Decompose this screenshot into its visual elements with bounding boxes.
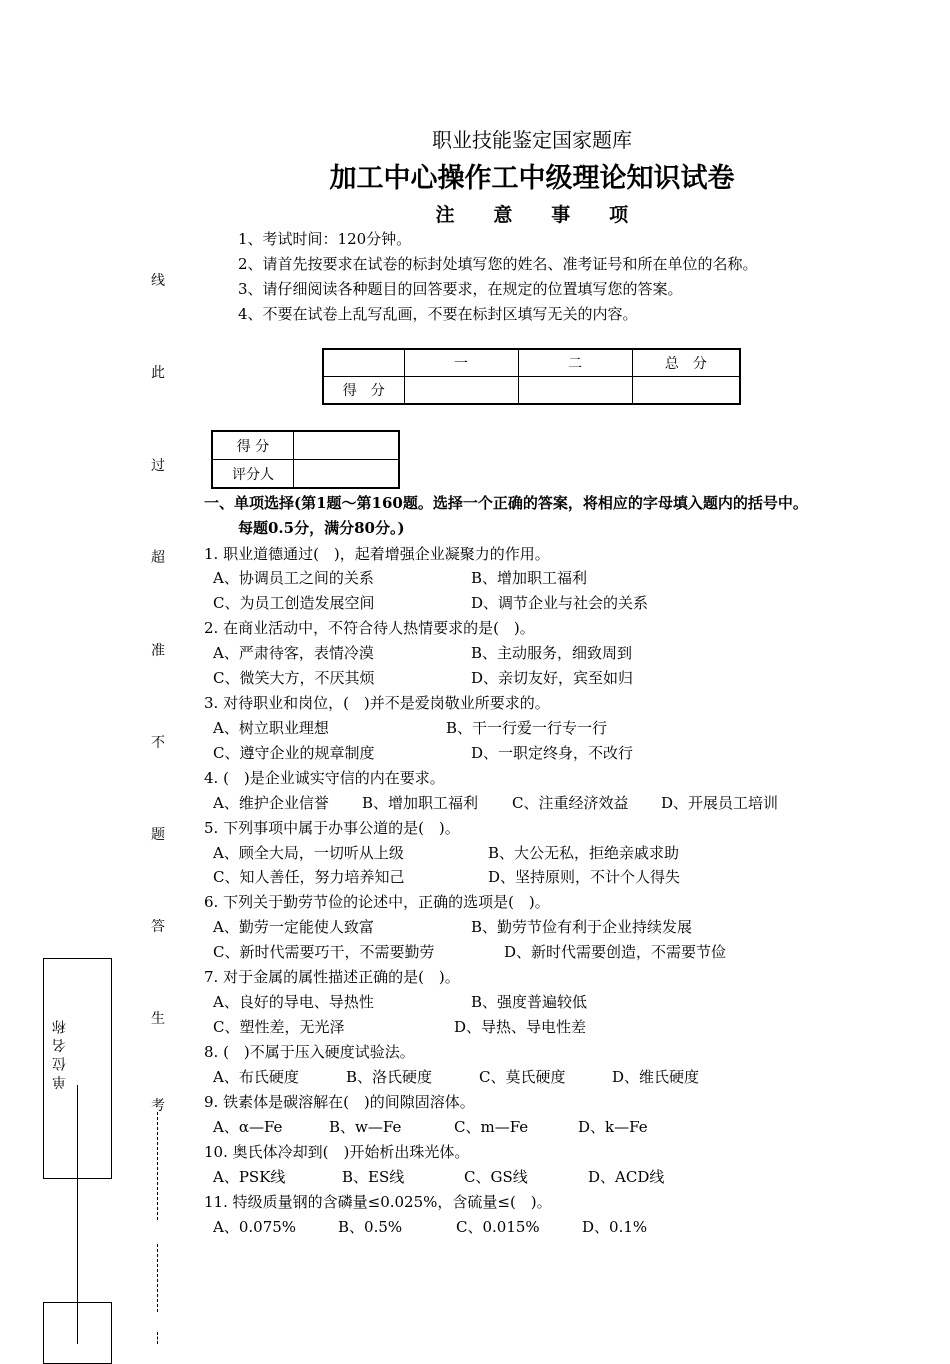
option-d: D、开展员工培训 xyxy=(661,794,779,812)
section-heading: 一、单项选择(第1题～第160题。选择一个正确的答案，将相应的字母填入题内的括号中。 xyxy=(204,494,808,512)
option-b: B、ES线 xyxy=(342,1168,405,1186)
notice-item: 4、不要在试卷上乱写乱画，不要在标封区填写无关的内容。 xyxy=(238,305,638,323)
unit-name-label xyxy=(49,1020,71,1089)
option-b: B、主动服务，细致周到 xyxy=(471,644,633,662)
score-header-part2: 二 xyxy=(518,349,632,377)
score-header-blank xyxy=(323,349,404,377)
score-cell-part1[interactable] xyxy=(404,377,518,405)
question-stem: 3. 对待职业和岗位，( )并不是爱岗敬业所要求的。 xyxy=(204,694,550,712)
option-b: B、增加职工福利 xyxy=(471,569,588,587)
option-d: D、导热、导电性差 xyxy=(454,1018,587,1036)
seal-dashed-line xyxy=(157,1332,158,1344)
seal-dashed-line xyxy=(157,1112,158,1220)
seal-line-char: 不 xyxy=(151,735,165,751)
exam-bank-subtitle: 职业技能鉴定国家题库 xyxy=(432,128,632,152)
option-b: B、勤劳节俭有利于企业持续发展 xyxy=(471,918,693,936)
option-c: C、塑性差，无光泽 xyxy=(213,1018,345,1036)
score-row-label: 得 分 xyxy=(323,377,404,405)
seal-line-char: 过 xyxy=(151,458,165,474)
option-d: D、新时代需要创造，不需要节俭 xyxy=(504,943,727,961)
score-cell-total[interactable] xyxy=(632,377,740,405)
option-d: D、坚持原则，不计个人得失 xyxy=(488,868,681,886)
option-d: D、调节企业与社会的关系 xyxy=(471,594,649,612)
option-c: C、为员工创造发展空间 xyxy=(213,594,375,612)
option-a: A、良好的导电、导热性 xyxy=(213,993,374,1011)
option-d: D、ACD线 xyxy=(588,1168,665,1186)
exam-id-box[interactable] xyxy=(43,1302,112,1364)
option-d: D、亲切友好，宾至如归 xyxy=(471,669,634,687)
notice-item: 1、考试时间：120分钟。 xyxy=(238,230,412,248)
score-cell-part2[interactable] xyxy=(518,377,632,405)
grader-name-label: 评分人 xyxy=(212,460,294,489)
option-b: B、大公无私，拒绝亲戚求助 xyxy=(488,844,680,862)
grader-table xyxy=(211,430,400,489)
option-c: C、m—Fe xyxy=(454,1118,529,1136)
option-d: D、维氏硬度 xyxy=(612,1068,700,1086)
option-a: A、布氏硬度 xyxy=(213,1068,299,1086)
option-a: A、树立职业理想 xyxy=(213,719,329,737)
option-c: C、GS线 xyxy=(464,1168,528,1186)
seal-line-char: 考 xyxy=(151,1098,165,1114)
question-stem: 5. 下列事项中属于办事公道的是( )。 xyxy=(204,819,460,837)
grader-name-cell[interactable] xyxy=(294,460,400,489)
seal-line-char: 答 xyxy=(151,919,165,935)
option-b: B、增加职工福利 xyxy=(362,794,479,812)
question-stem: 4. ( )是企业诚实守信的内在要求。 xyxy=(204,769,445,787)
option-c: C、莫氏硬度 xyxy=(479,1068,566,1086)
notice-heading: 注 意 事 项 xyxy=(435,204,629,226)
option-a: A、0.075% xyxy=(213,1218,297,1236)
option-d: D、k—Fe xyxy=(578,1118,648,1136)
option-c: C、注重经济效益 xyxy=(512,794,629,812)
option-a: A、勤劳一定能使人致富 xyxy=(213,918,374,936)
seal-line-char: 题 xyxy=(151,827,165,843)
option-b: B、洛氏硬度 xyxy=(346,1068,433,1086)
question-stem: 8. ( )不属于压入硬度试验法。 xyxy=(204,1043,415,1061)
option-b: B、0.5% xyxy=(338,1218,403,1236)
grader-score-cell[interactable] xyxy=(294,431,400,460)
score-header-total: 总 分 xyxy=(632,349,740,377)
option-b: B、w—Fe xyxy=(329,1118,402,1136)
option-a: A、顾全大局，一切听从上级 xyxy=(213,844,404,862)
option-b: B、干一行爱一行专一行 xyxy=(446,719,608,737)
question-stem: 7. 对于金属的属性描述正确的是( )。 xyxy=(204,968,460,986)
option-a: A、维护企业信誉 xyxy=(213,794,329,812)
score-header-part1: 一 xyxy=(404,349,518,377)
seal-line-char: 超 xyxy=(151,550,165,566)
option-a: A、协调员工之间的关系 xyxy=(213,569,374,587)
question-stem: 11. 特级质量钢的含磷量≤0.025%，含硫量≤( )。 xyxy=(204,1193,552,1211)
unit-name-text: 单 位 名 称 xyxy=(52,1020,68,1090)
seal-line-char: 此 xyxy=(151,365,165,381)
section-heading-cont: 每题0.5分，满分80分。) xyxy=(238,519,405,537)
option-c: C、0.015% xyxy=(456,1218,540,1236)
seal-line-char: 生 xyxy=(151,1011,165,1027)
option-d: D、0.1% xyxy=(582,1218,648,1236)
grader-score-label: 得 分 xyxy=(212,431,294,460)
score-summary-table xyxy=(322,348,741,405)
notice-item: 2、请首先按要求在试卷的标封处填写您的姓名、准考证号和所在单位的名称。 xyxy=(238,255,758,273)
question-stem: 9. 铁素体是碳溶解在( )的间隙固溶体。 xyxy=(204,1093,475,1111)
option-a: A、PSK线 xyxy=(213,1168,286,1186)
option-c: C、遵守企业的规章制度 xyxy=(213,744,375,762)
question-stem: 10. 奥氏体冷却到( )开始析出珠光体。 xyxy=(204,1143,470,1161)
option-b: B、强度普遍较低 xyxy=(471,993,588,1011)
question-stem: 1. 职业道德通过( )，起着增强企业凝聚力的作用。 xyxy=(204,545,550,563)
exam-title: 加工中心操作工中级理论知识试卷 xyxy=(329,163,735,194)
question-stem: 2. 在商业活动中，不符合待人热情要求的是( )。 xyxy=(204,619,535,637)
option-a: A、α—Fe xyxy=(213,1118,283,1136)
option-c: C、微笑大方，不厌其烦 xyxy=(213,669,375,687)
seal-dashed-line xyxy=(157,1244,158,1312)
option-c: C、知人善任，努力培养知己 xyxy=(213,868,405,886)
option-c: C、新时代需要巧干，不需要勤劳 xyxy=(213,943,435,961)
question-stem: 6. 下列关于勤劳节俭的论述中，正确的选项是( )。 xyxy=(204,893,550,911)
option-d: D、一职定终身，不改行 xyxy=(471,744,634,762)
seal-line-char: 准 xyxy=(151,643,165,659)
option-a: A、严肃待客，表情冷漠 xyxy=(213,644,374,662)
notice-item: 3、请仔细阅读各种题目的回答要求，在规定的位置填写您的答案。 xyxy=(238,280,683,298)
seal-line-char: 线 xyxy=(151,273,165,289)
